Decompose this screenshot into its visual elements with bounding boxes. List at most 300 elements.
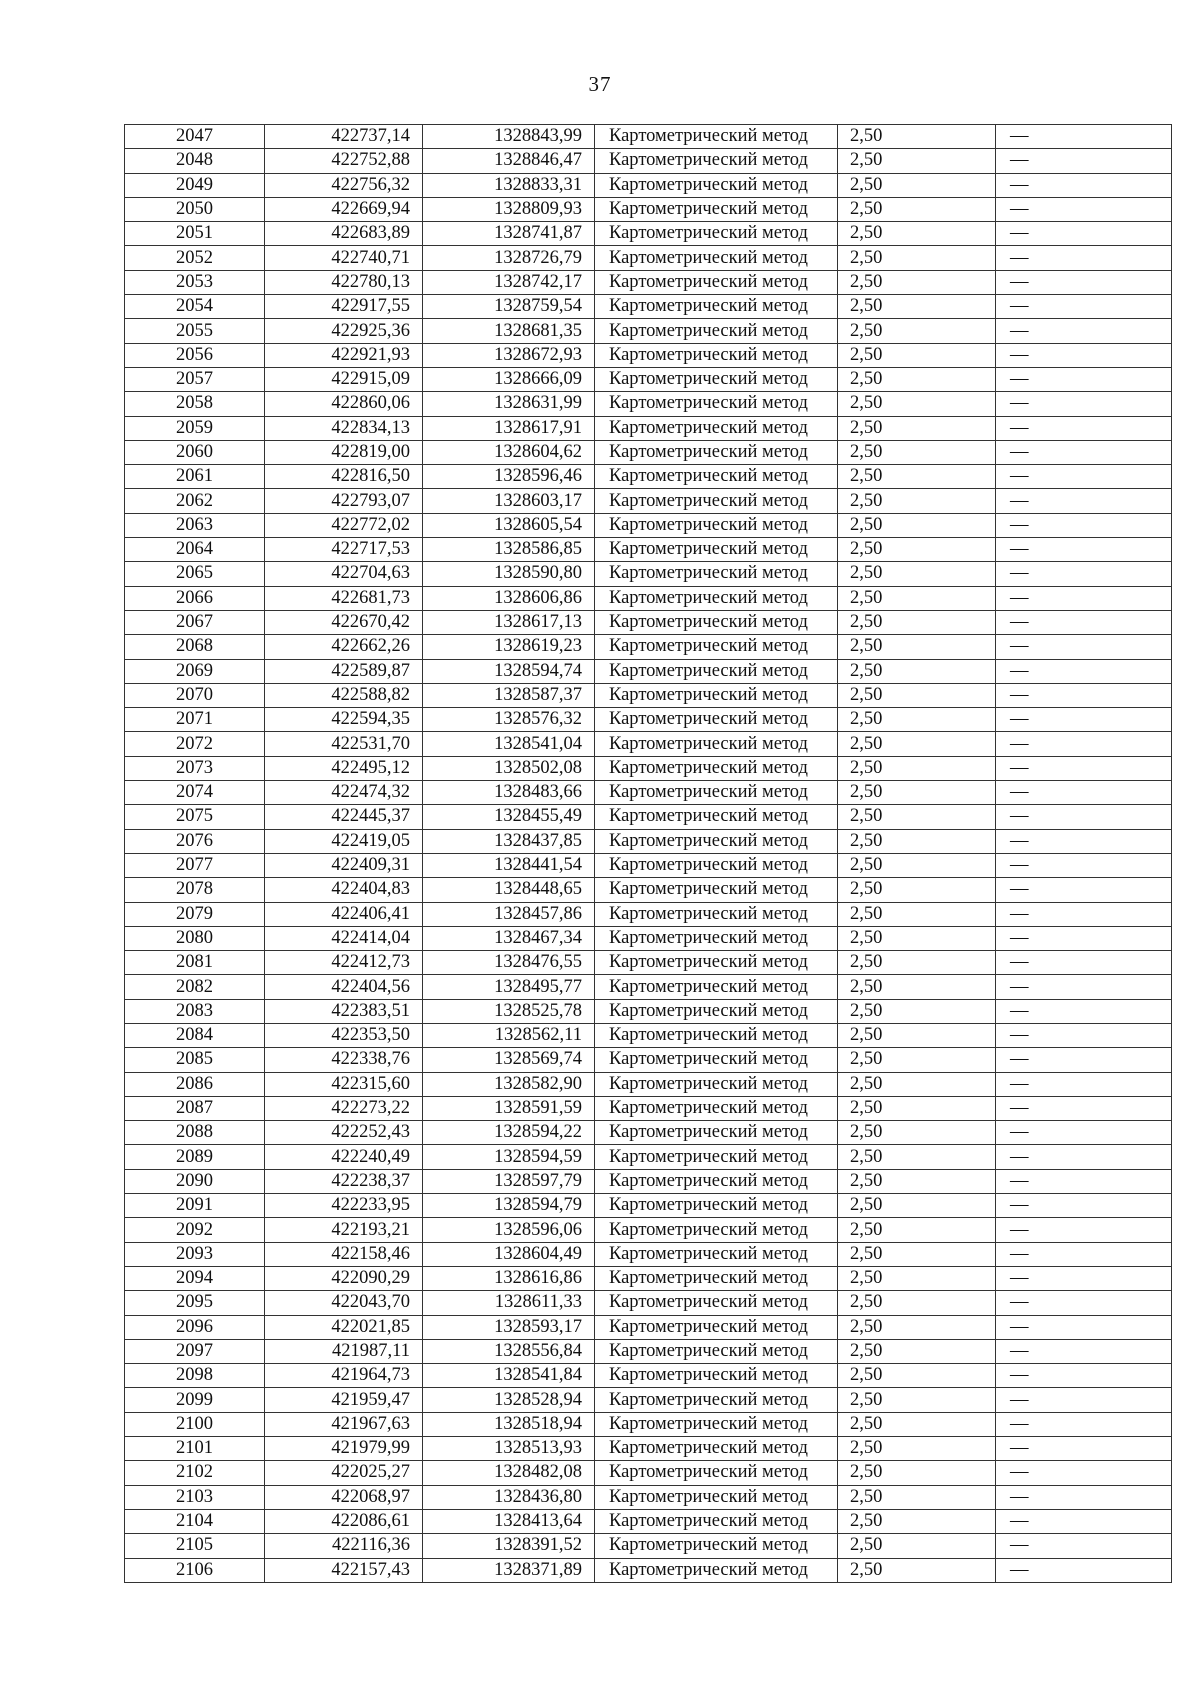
table-row [125, 610, 1172, 634]
accuracy-cell: 2,50 [838, 683, 996, 707]
note-cell: — [996, 270, 1172, 294]
note-cell: — [996, 1096, 1172, 1120]
method-cell: Картометрический метод [595, 1437, 838, 1461]
note-cell: — [996, 610, 1172, 634]
y-coordinate-cell: 1328666,09 [423, 367, 595, 391]
point-number-cell: 2077 [125, 853, 265, 877]
table-row [125, 125, 1172, 149]
table-row [125, 343, 1172, 367]
point-number-cell: 2060 [125, 440, 265, 464]
accuracy-cell: 2,50 [838, 1072, 996, 1096]
method-cell: Картометрический метод [595, 125, 838, 149]
y-coordinate-cell: 1328590,80 [423, 562, 595, 586]
point-number-cell: 2101 [125, 1437, 265, 1461]
method-cell: Картометрический метод [595, 805, 838, 829]
accuracy-cell: 2,50 [838, 222, 996, 246]
y-coordinate-cell: 1328726,79 [423, 246, 595, 270]
note-cell: — [996, 343, 1172, 367]
point-number-cell: 2091 [125, 1194, 265, 1218]
accuracy-cell: 2,50 [838, 1558, 996, 1582]
table-row [125, 1145, 1172, 1169]
method-cell: Картометрический метод [595, 1534, 838, 1558]
x-coordinate-cell: 422925,36 [265, 319, 423, 343]
method-cell: Картометрический метод [595, 1485, 838, 1509]
note-cell: — [996, 781, 1172, 805]
note-cell: — [996, 416, 1172, 440]
y-coordinate-cell: 1328483,66 [423, 781, 595, 805]
accuracy-cell: 2,50 [838, 610, 996, 634]
x-coordinate-cell: 421979,99 [265, 1437, 423, 1461]
note-cell: — [996, 562, 1172, 586]
note-cell: — [996, 1048, 1172, 1072]
table-row [125, 1339, 1172, 1363]
point-number-cell: 2052 [125, 246, 265, 270]
point-number-cell: 2085 [125, 1048, 265, 1072]
point-number-cell: 2072 [125, 732, 265, 756]
table-row [125, 659, 1172, 683]
note-cell: — [996, 1315, 1172, 1339]
accuracy-cell: 2,50 [838, 1242, 996, 1266]
y-coordinate-cell: 1328843,99 [423, 125, 595, 149]
accuracy-cell: 2,50 [838, 756, 996, 780]
point-number-cell: 2097 [125, 1339, 265, 1363]
accuracy-cell: 2,50 [838, 1291, 996, 1315]
accuracy-cell: 2,50 [838, 853, 996, 877]
x-coordinate-cell: 422409,31 [265, 853, 423, 877]
note-cell: — [996, 319, 1172, 343]
table-row [125, 1218, 1172, 1242]
y-coordinate-cell: 1328591,59 [423, 1096, 595, 1120]
point-number-cell: 2058 [125, 392, 265, 416]
x-coordinate-cell: 422315,60 [265, 1072, 423, 1096]
x-coordinate-cell: 422240,49 [265, 1145, 423, 1169]
accuracy-cell: 2,50 [838, 1023, 996, 1047]
point-number-cell: 2068 [125, 635, 265, 659]
table-row [125, 1364, 1172, 1388]
y-coordinate-cell: 1328391,52 [423, 1534, 595, 1558]
point-number-cell: 2054 [125, 295, 265, 319]
accuracy-cell: 2,50 [838, 951, 996, 975]
y-coordinate-cell: 1328457,86 [423, 902, 595, 926]
note-cell: — [996, 659, 1172, 683]
point-number-cell: 2092 [125, 1218, 265, 1242]
y-coordinate-cell: 1328541,84 [423, 1364, 595, 1388]
x-coordinate-cell: 422588,82 [265, 683, 423, 707]
accuracy-cell: 2,50 [838, 781, 996, 805]
point-number-cell: 2061 [125, 465, 265, 489]
method-cell: Картометрический метод [595, 1169, 838, 1193]
accuracy-cell: 2,50 [838, 1534, 996, 1558]
x-coordinate-cell: 422816,50 [265, 465, 423, 489]
y-coordinate-cell: 1328495,77 [423, 975, 595, 999]
method-cell: Картометрический метод [595, 1558, 838, 1582]
accuracy-cell: 2,50 [838, 1218, 996, 1242]
point-number-cell: 2055 [125, 319, 265, 343]
point-number-cell: 2084 [125, 1023, 265, 1047]
point-number-cell: 2050 [125, 197, 265, 221]
point-number-cell: 2081 [125, 951, 265, 975]
accuracy-cell: 2,50 [838, 1412, 996, 1436]
point-number-cell: 2049 [125, 173, 265, 197]
y-coordinate-cell: 1328606,86 [423, 586, 595, 610]
method-cell: Картометрический метод [595, 343, 838, 367]
note-cell: — [996, 1291, 1172, 1315]
note-cell: — [996, 246, 1172, 270]
table-row [125, 902, 1172, 926]
table-row [125, 416, 1172, 440]
y-coordinate-cell: 1328436,80 [423, 1485, 595, 1509]
note-cell: — [996, 1169, 1172, 1193]
point-number-cell: 2096 [125, 1315, 265, 1339]
note-cell: — [996, 125, 1172, 149]
note-cell: — [996, 367, 1172, 391]
accuracy-cell: 2,50 [838, 125, 996, 149]
y-coordinate-cell: 1328513,93 [423, 1437, 595, 1461]
y-coordinate-cell: 1328603,17 [423, 489, 595, 513]
method-cell: Картометрический метод [595, 562, 838, 586]
point-number-cell: 2088 [125, 1121, 265, 1145]
method-cell: Картометрический метод [595, 295, 838, 319]
y-coordinate-cell: 1328617,91 [423, 416, 595, 440]
accuracy-cell: 2,50 [838, 1121, 996, 1145]
note-cell: — [996, 853, 1172, 877]
note-cell: — [996, 683, 1172, 707]
y-coordinate-cell: 1328593,17 [423, 1315, 595, 1339]
method-cell: Картометрический метод [595, 270, 838, 294]
method-cell: Картометрический метод [595, 829, 838, 853]
x-coordinate-cell: 422717,53 [265, 538, 423, 562]
method-cell: Картометрический метод [595, 756, 838, 780]
x-coordinate-cell: 422090,29 [265, 1266, 423, 1290]
note-cell: — [996, 1266, 1172, 1290]
x-coordinate-cell: 422670,42 [265, 610, 423, 634]
point-number-cell: 2070 [125, 683, 265, 707]
table-row [125, 926, 1172, 950]
y-coordinate-cell: 1328604,49 [423, 1242, 595, 1266]
note-cell: — [996, 513, 1172, 537]
x-coordinate-cell: 421964,73 [265, 1364, 423, 1388]
note-cell: — [996, 975, 1172, 999]
point-number-cell: 2069 [125, 659, 265, 683]
method-cell: Картометрический метод [595, 1072, 838, 1096]
point-number-cell: 2095 [125, 1291, 265, 1315]
table-row [125, 1534, 1172, 1558]
table-row [125, 1072, 1172, 1096]
method-cell: Картометрический метод [595, 781, 838, 805]
accuracy-cell: 2,50 [838, 149, 996, 173]
note-cell: — [996, 465, 1172, 489]
point-number-cell: 2065 [125, 562, 265, 586]
table-row [125, 951, 1172, 975]
y-coordinate-cell: 1328594,59 [423, 1145, 595, 1169]
table-row [125, 1315, 1172, 1339]
note-cell: — [996, 732, 1172, 756]
note-cell: — [996, 902, 1172, 926]
point-number-cell: 2098 [125, 1364, 265, 1388]
x-coordinate-cell: 422819,00 [265, 440, 423, 464]
x-coordinate-cell: 422021,85 [265, 1315, 423, 1339]
table-row [125, 246, 1172, 270]
method-cell: Картометрический метод [595, 1194, 838, 1218]
method-cell: Картометрический метод [595, 951, 838, 975]
point-number-cell: 2067 [125, 610, 265, 634]
point-number-cell: 2094 [125, 1266, 265, 1290]
table-row [125, 270, 1172, 294]
method-cell: Картометрический метод [595, 1412, 838, 1436]
point-number-cell: 2073 [125, 756, 265, 780]
point-number-cell: 2064 [125, 538, 265, 562]
point-number-cell: 2080 [125, 926, 265, 950]
y-coordinate-cell: 1328596,46 [423, 465, 595, 489]
method-cell: Картометрический метод [595, 319, 838, 343]
table-row [125, 1558, 1172, 1582]
x-coordinate-cell: 421959,47 [265, 1388, 423, 1412]
table-row [125, 319, 1172, 343]
note-cell: — [996, 951, 1172, 975]
y-coordinate-cell: 1328476,55 [423, 951, 595, 975]
y-coordinate-cell: 1328576,32 [423, 708, 595, 732]
x-coordinate-cell: 422406,41 [265, 902, 423, 926]
accuracy-cell: 2,50 [838, 805, 996, 829]
note-cell: — [996, 1072, 1172, 1096]
method-cell: Картометрический метод [595, 149, 838, 173]
note-cell: — [996, 635, 1172, 659]
table-row [125, 1412, 1172, 1436]
x-coordinate-cell: 422594,35 [265, 708, 423, 732]
accuracy-cell: 2,50 [838, 732, 996, 756]
accuracy-cell: 2,50 [838, 270, 996, 294]
point-number-cell: 2086 [125, 1072, 265, 1096]
x-coordinate-cell: 422238,37 [265, 1169, 423, 1193]
point-number-cell: 2105 [125, 1534, 265, 1558]
y-coordinate-cell: 1328681,35 [423, 319, 595, 343]
y-coordinate-cell: 1328441,54 [423, 853, 595, 877]
x-coordinate-cell: 422752,88 [265, 149, 423, 173]
x-coordinate-cell: 422531,70 [265, 732, 423, 756]
x-coordinate-cell: 422086,61 [265, 1509, 423, 1533]
note-cell: — [996, 1218, 1172, 1242]
x-coordinate-cell: 422737,14 [265, 125, 423, 149]
table-row [125, 586, 1172, 610]
accuracy-cell: 2,50 [838, 197, 996, 221]
table-row [125, 683, 1172, 707]
table-row [125, 1388, 1172, 1412]
y-coordinate-cell: 1328742,17 [423, 270, 595, 294]
accuracy-cell: 2,50 [838, 1437, 996, 1461]
y-coordinate-cell: 1328617,13 [423, 610, 595, 634]
point-number-cell: 2076 [125, 829, 265, 853]
accuracy-cell: 2,50 [838, 708, 996, 732]
method-cell: Картометрический метод [595, 173, 838, 197]
y-coordinate-cell: 1328528,94 [423, 1388, 595, 1412]
point-number-cell: 2087 [125, 1096, 265, 1120]
page-number: 37 [588, 72, 612, 96]
accuracy-cell: 2,50 [838, 465, 996, 489]
method-cell: Картометрический метод [595, 1048, 838, 1072]
note-cell: — [996, 1437, 1172, 1461]
x-coordinate-cell: 422233,95 [265, 1194, 423, 1218]
y-coordinate-cell: 1328597,79 [423, 1169, 595, 1193]
point-number-cell: 2100 [125, 1412, 265, 1436]
x-coordinate-cell: 421967,63 [265, 1412, 423, 1436]
point-number-cell: 2071 [125, 708, 265, 732]
y-coordinate-cell: 1328582,90 [423, 1072, 595, 1096]
method-cell: Картометрический метод [595, 1388, 838, 1412]
point-number-cell: 2083 [125, 999, 265, 1023]
y-coordinate-cell: 1328594,22 [423, 1121, 595, 1145]
accuracy-cell: 2,50 [838, 1145, 996, 1169]
x-coordinate-cell: 422740,71 [265, 246, 423, 270]
accuracy-cell: 2,50 [838, 367, 996, 391]
note-cell: — [996, 1509, 1172, 1533]
accuracy-cell: 2,50 [838, 513, 996, 537]
y-coordinate-cell: 1328594,79 [423, 1194, 595, 1218]
y-coordinate-cell: 1328562,11 [423, 1023, 595, 1047]
y-coordinate-cell: 1328587,37 [423, 683, 595, 707]
note-cell: — [996, 1023, 1172, 1047]
y-coordinate-cell: 1328525,78 [423, 999, 595, 1023]
method-cell: Картометрический метод [595, 586, 838, 610]
point-number-cell: 2082 [125, 975, 265, 999]
table-row [125, 1121, 1172, 1145]
table-row [125, 756, 1172, 780]
table-row [125, 538, 1172, 562]
note-cell: — [996, 1121, 1172, 1145]
method-cell: Картометрический метод [595, 1121, 838, 1145]
point-number-cell: 2079 [125, 902, 265, 926]
note-cell: — [996, 1412, 1172, 1436]
table-row [125, 708, 1172, 732]
note-cell: — [996, 708, 1172, 732]
accuracy-cell: 2,50 [838, 926, 996, 950]
point-number-cell: 2099 [125, 1388, 265, 1412]
method-cell: Картометрический метод [595, 465, 838, 489]
accuracy-cell: 2,50 [838, 902, 996, 926]
x-coordinate-cell: 422252,43 [265, 1121, 423, 1145]
note-cell: — [996, 1194, 1172, 1218]
method-cell: Картометрический метод [595, 392, 838, 416]
method-cell: Картометрический метод [595, 1218, 838, 1242]
coordinates-table [124, 124, 1172, 1583]
y-coordinate-cell: 1328631,99 [423, 392, 595, 416]
note-cell: — [996, 586, 1172, 610]
y-coordinate-cell: 1328518,94 [423, 1412, 595, 1436]
y-coordinate-cell: 1328455,49 [423, 805, 595, 829]
point-number-cell: 2066 [125, 586, 265, 610]
note-cell: — [996, 1388, 1172, 1412]
accuracy-cell: 2,50 [838, 1048, 996, 1072]
accuracy-cell: 2,50 [838, 635, 996, 659]
x-coordinate-cell: 422917,55 [265, 295, 423, 319]
accuracy-cell: 2,50 [838, 538, 996, 562]
method-cell: Картометрический метод [595, 1364, 838, 1388]
accuracy-cell: 2,50 [838, 586, 996, 610]
x-coordinate-cell: 422772,02 [265, 513, 423, 537]
point-number-cell: 2106 [125, 1558, 265, 1582]
table-row [125, 1169, 1172, 1193]
method-cell: Картометрический метод [595, 683, 838, 707]
method-cell: Картометрический метод [595, 635, 838, 659]
accuracy-cell: 2,50 [838, 295, 996, 319]
x-coordinate-cell: 422445,37 [265, 805, 423, 829]
note-cell: — [996, 295, 1172, 319]
point-number-cell: 2047 [125, 125, 265, 149]
note-cell: — [996, 1339, 1172, 1363]
x-coordinate-cell: 422662,26 [265, 635, 423, 659]
accuracy-cell: 2,50 [838, 343, 996, 367]
point-number-cell: 2056 [125, 343, 265, 367]
note-cell: — [996, 489, 1172, 513]
x-coordinate-cell: 422404,83 [265, 878, 423, 902]
method-cell: Картометрический метод [595, 610, 838, 634]
accuracy-cell: 2,50 [838, 1169, 996, 1193]
table-row [125, 489, 1172, 513]
table-row [125, 222, 1172, 246]
accuracy-cell: 2,50 [838, 489, 996, 513]
accuracy-cell: 2,50 [838, 1388, 996, 1412]
method-cell: Картометрический метод [595, 1509, 838, 1533]
accuracy-cell: 2,50 [838, 1364, 996, 1388]
accuracy-cell: 2,50 [838, 1509, 996, 1533]
table-row [125, 1461, 1172, 1485]
note-cell: — [996, 878, 1172, 902]
note-cell: — [996, 149, 1172, 173]
x-coordinate-cell: 422404,56 [265, 975, 423, 999]
accuracy-cell: 2,50 [838, 392, 996, 416]
accuracy-cell: 2,50 [838, 246, 996, 270]
y-coordinate-cell: 1328596,06 [423, 1218, 595, 1242]
note-cell: — [996, 926, 1172, 950]
point-number-cell: 2078 [125, 878, 265, 902]
method-cell: Картометрический метод [595, 1339, 838, 1363]
note-cell: — [996, 173, 1172, 197]
method-cell: Картометрический метод [595, 440, 838, 464]
x-coordinate-cell: 422383,51 [265, 999, 423, 1023]
y-coordinate-cell: 1328482,08 [423, 1461, 595, 1485]
x-coordinate-cell: 422043,70 [265, 1291, 423, 1315]
x-coordinate-cell: 422756,32 [265, 173, 423, 197]
x-coordinate-cell: 422780,13 [265, 270, 423, 294]
table-row [125, 367, 1172, 391]
x-coordinate-cell: 422193,21 [265, 1218, 423, 1242]
note-cell: — [996, 756, 1172, 780]
point-number-cell: 2074 [125, 781, 265, 805]
method-cell: Картометрический метод [595, 1315, 838, 1339]
x-coordinate-cell: 422412,73 [265, 951, 423, 975]
point-number-cell: 2059 [125, 416, 265, 440]
y-coordinate-cell: 1328619,23 [423, 635, 595, 659]
method-cell: Картометрический метод [595, 902, 838, 926]
x-coordinate-cell: 422116,36 [265, 1534, 423, 1558]
note-cell: — [996, 197, 1172, 221]
y-coordinate-cell: 1328672,93 [423, 343, 595, 367]
table-row [125, 440, 1172, 464]
x-coordinate-cell: 422068,97 [265, 1485, 423, 1509]
method-cell: Картометрический метод [595, 197, 838, 221]
point-number-cell: 2103 [125, 1485, 265, 1509]
table-row [125, 975, 1172, 999]
y-coordinate-cell: 1328846,47 [423, 149, 595, 173]
method-cell: Картометрический метод [595, 246, 838, 270]
accuracy-cell: 2,50 [838, 999, 996, 1023]
point-number-cell: 2093 [125, 1242, 265, 1266]
table-row [125, 781, 1172, 805]
table-row [125, 878, 1172, 902]
note-cell: — [996, 1534, 1172, 1558]
y-coordinate-cell: 1328448,65 [423, 878, 595, 902]
accuracy-cell: 2,50 [838, 1461, 996, 1485]
point-number-cell: 2048 [125, 149, 265, 173]
